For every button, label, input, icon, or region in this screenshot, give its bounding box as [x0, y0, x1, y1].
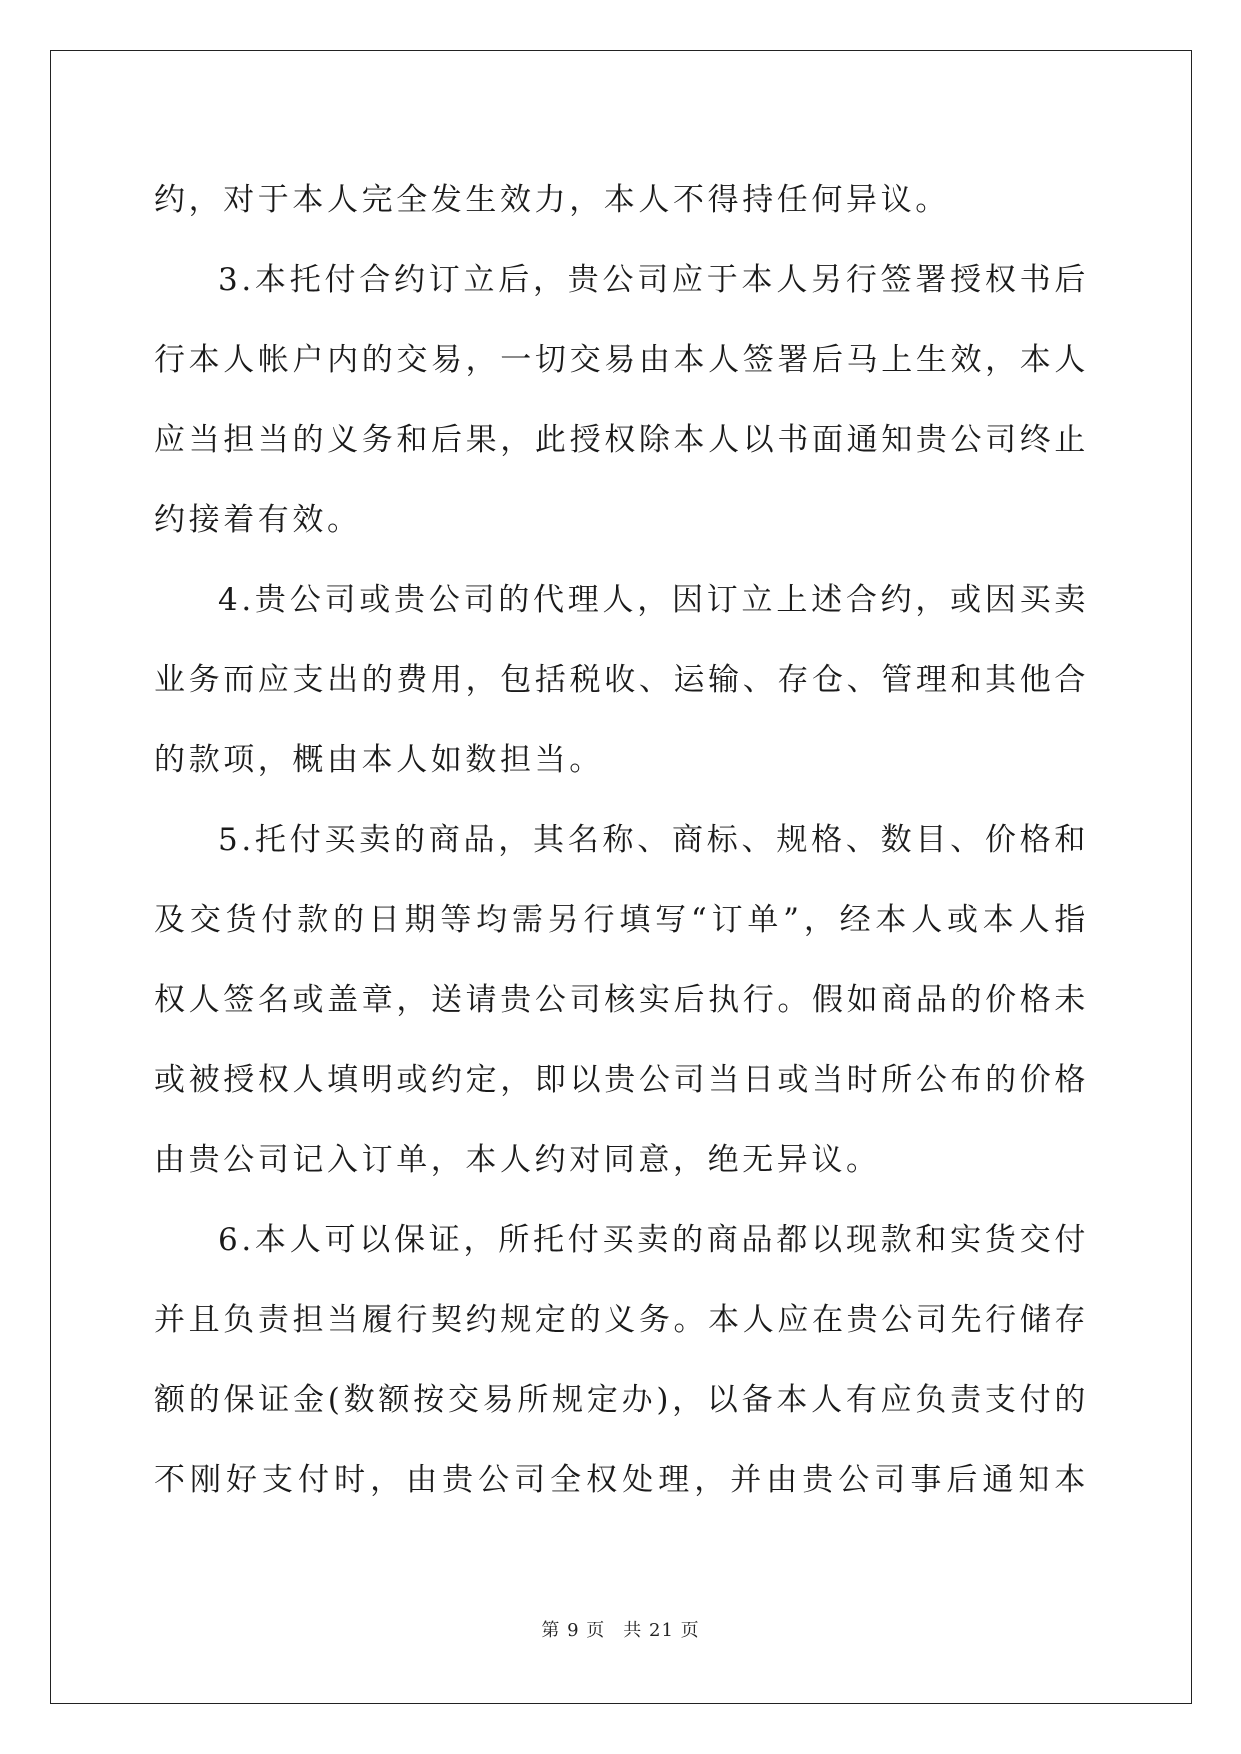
text-line: 3.本托付合约订立后，贵公司应于本人另行签署授权书后 — [218, 262, 1089, 298]
text-line: 应当担当的义务和后果，此授权除本人以书面通知贵公司终止 — [154, 422, 1089, 458]
text-line: 行本人帐户内的交易，一切交易由本人签署后马上生效，本人 — [154, 342, 1089, 378]
text-line: 业务而应支出的费用，包括税收、运输、存仓、管理和其他合 — [154, 662, 1089, 698]
text-line: 6.本人可以保证，所托付买卖的商品都以现款和实货交付 — [218, 1222, 1089, 1258]
page-number: 第 9 页 — [541, 1620, 606, 1641]
text-line: 由贵公司记入订单，本人约对同意，绝无异议。 — [154, 1142, 881, 1178]
text-line: 或被授权人填明或约定，即以贵公司当日或当时所公布的价格 — [154, 1062, 1089, 1098]
text-line: 约，对于本人完全发生效力，本人不得持任何异议。 — [154, 182, 950, 218]
text-line: 及交货付款的日期等均需另行填写“订单”，经本人或本人指 — [154, 902, 1089, 938]
text-line: 权人签名或盖章，送请贵公司核实后执行。假如商品的价格未 — [154, 982, 1089, 1018]
text-line: 额的保证金(数额按交易所规定办)，以备本人有应负责支付的 — [154, 1382, 1089, 1418]
page-total: 共 21 页 — [623, 1620, 700, 1641]
text-line: 并且负责担当履行契约规定的义务。本人应在贵公司先行储存 — [154, 1302, 1089, 1338]
document-body — [154, 160, 1089, 1520]
text-line: 5.托付买卖的商品，其名称、商标、规格、数目、价格和 — [218, 822, 1089, 858]
page-footer — [0, 1616, 1241, 1642]
text-line: 约接着有效。 — [154, 502, 362, 538]
text-line: 不刚好支付时，由贵公司全权处理，并由贵公司事后通知本 — [154, 1462, 1089, 1498]
text-line: 的款项，概由本人如数担当。 — [154, 742, 604, 778]
text-line: 4.贵公司或贵公司的代理人，因订立上述合约，或因买卖 — [218, 582, 1089, 618]
